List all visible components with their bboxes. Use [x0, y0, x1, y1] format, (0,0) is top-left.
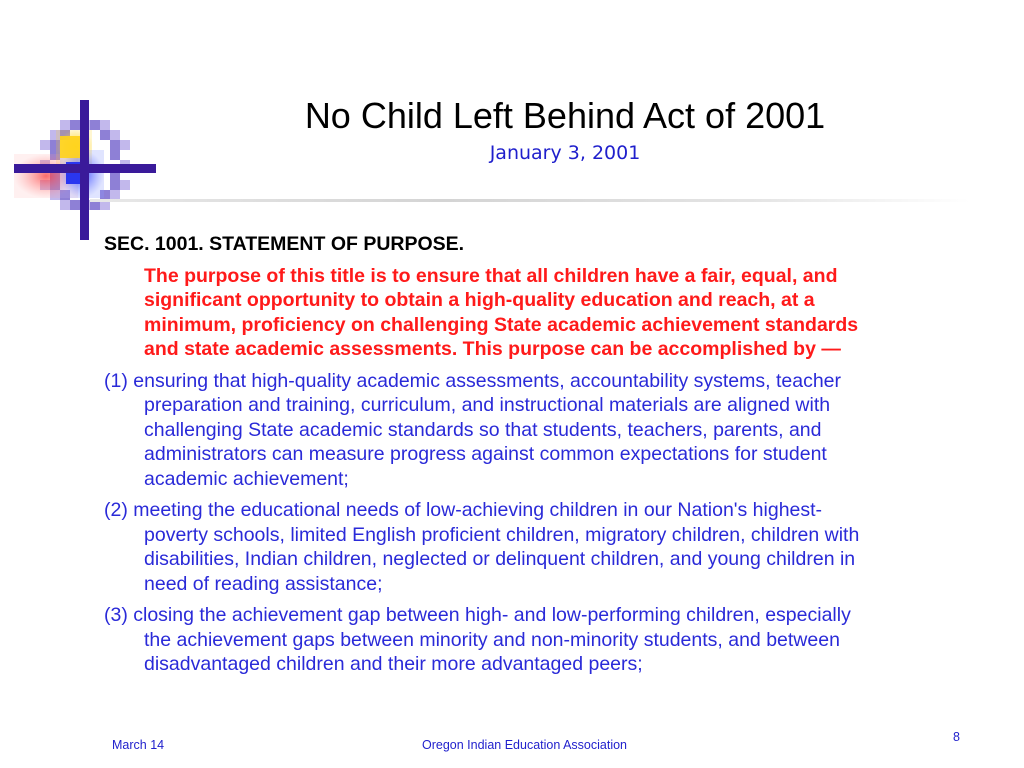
slide-subtitle: January 3, 2001 [489, 142, 641, 164]
purpose-item-3 [104, 603, 984, 677]
item-line: academic achievement; [144, 467, 349, 490]
item-line: need of reading assistance; [144, 572, 383, 595]
item-line: the achievement gaps between minority and non-minority students, and between [144, 628, 840, 651]
title-divider [90, 199, 970, 202]
item-line: disadvantaged children and their more advantaged peers; [144, 653, 643, 675]
section-heading: SEC. 1001. STATEMENT OF PURPOSE. [104, 233, 465, 255]
item-line: preparation and training, curriculum, and instructional materials are aligned with [144, 394, 831, 416]
checkered-cross-logo-icon [14, 100, 156, 240]
purpose-item-1 [104, 369, 984, 492]
item-line: disabilities, Indian children, neglected or delinquent children, and young children in [144, 548, 856, 570]
item-line: (3) closing the achievement gap between high- and low-performing children, especially [104, 604, 851, 626]
purpose-line: significant opportunity to obtain a high-quality education and reach, at a [144, 289, 815, 311]
slide-number: 8 [953, 730, 960, 744]
purpose-statement [144, 264, 984, 362]
item-line: poverty schools, limited English proficient children, migratory children, children with [144, 523, 860, 546]
item-line: administrators can measure progress against common expectations for student [144, 443, 827, 465]
purpose-line: and state academic assessments. This purpose can be accomplished by — [144, 338, 841, 360]
item-line: (2) meeting the educational needs of low-achieving children in our Nation's highest- [104, 499, 823, 521]
purpose-item-2 [104, 498, 984, 596]
footer-organization: Oregon Indian Education Association [422, 738, 627, 752]
footer-date: March 14 [112, 738, 165, 752]
item-line: challenging State academic standards so that students, teachers, parents, and [144, 418, 822, 441]
slide-body [104, 232, 984, 677]
purpose-line: minimum, proficiency on challenging State academic achievement standards [144, 313, 859, 336]
purpose-line: The purpose of this title is to ensure that all children have a fair, equal, and [144, 264, 838, 287]
item-line: (1) ensuring that high-quality academic assessments, accountability systems, teacher [104, 369, 842, 392]
slide-title: No Child Left Behind Act of 2001 [304, 95, 826, 136]
